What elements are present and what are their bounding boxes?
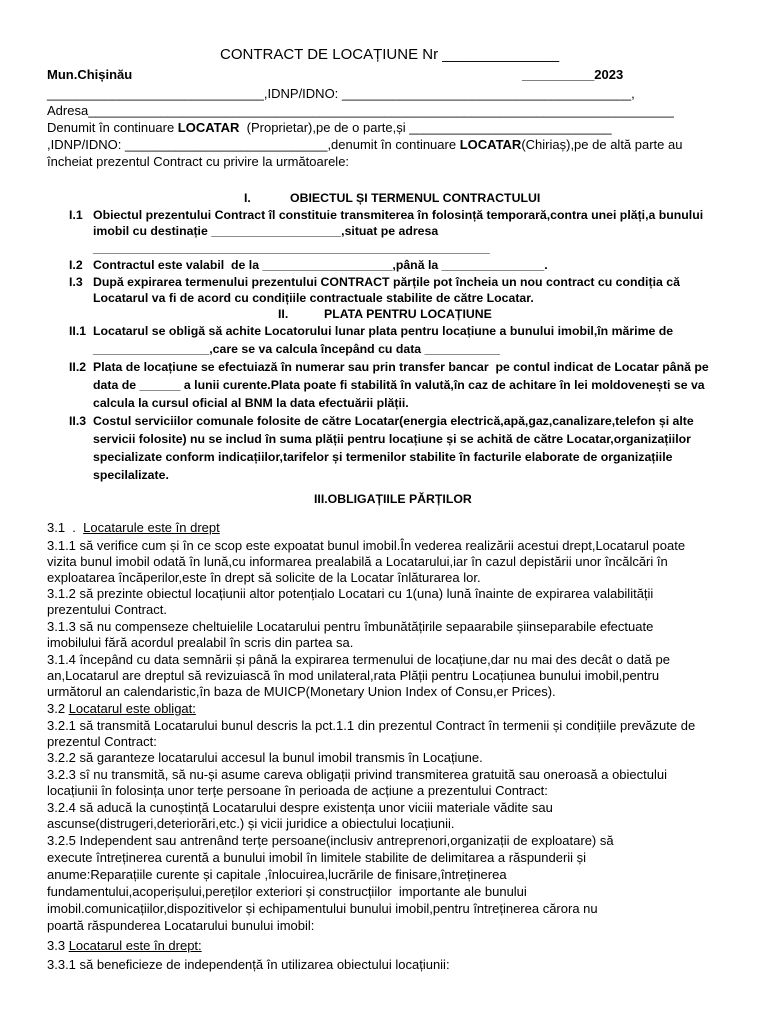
clause-text: calcula la cursul oficial al BNM la data efectuării plății. — [93, 396, 409, 410]
clause-text: După expirarea termenului prezentului CONTRACT părțile pot încheia un nou contract cu condiția că — [93, 275, 680, 289]
clause-text: specilalizate. — [93, 468, 169, 482]
section-1-title: OBIECTUL ȘI TERMENUL CONTRACTULUI — [290, 191, 541, 205]
body-line: exploatarea încăperilor,este în drept să solicite de la Locatar înlăturarea lor. — [47, 570, 481, 585]
clause-num: II.3 — [69, 414, 87, 428]
body-line: prezentului Contract. — [47, 602, 167, 617]
address-line: Adresa_________________________________________________________________________________ — [47, 103, 674, 118]
city: Mun.Chișinău — [47, 67, 133, 82]
body-line: poartă răspunderea Locatarului bunului imobil: — [47, 918, 315, 933]
body-line: fundamentului,acoperișului,pereților exteriori și construcțiilor importante ale bunului — [47, 884, 527, 899]
clause-text: specializate conform indicațiilor,tarifelor și termenilor stabilite în facturile elaborate de organizațiile — [93, 450, 673, 464]
party-2-cont: (Chiriaș),pe de altă parte au — [521, 137, 683, 152]
body-line: imobil.comunicațiilor,dispozitivelor și echipamentului bunului imobil,pentru întreținerea cărora nu — [47, 901, 598, 916]
clause-text: Locatarul va fi de acord cu condițiile contractuale stabilite de către Locatar. — [93, 291, 534, 305]
body-line: 3.1.4 începând cu data semnării și până la expirarea termenului de locațiune,dar nu mai des decât o dată pe — [47, 652, 670, 667]
body-line: 3.1.2 să prezinte obiectul locațiunii altor potențialo Locatari cu 1(una) lună înainte de expirarea valabilității — [47, 586, 654, 601]
clause-text: Contractul este valabil de la ___________________,până la _______________. — [93, 258, 548, 272]
party-1-line: ______________________________,IDNP/IDNO: ________________________________________, — [47, 86, 635, 101]
party-2-role-line — [47, 137, 682, 153]
subsection-3-2 — [47, 701, 196, 717]
party-intro-cont: (Proprietar),pe de o parte,și ____________________________ — [239, 120, 612, 135]
clause-text: __________________________________________________________ — [93, 241, 490, 255]
party-1-role-line — [47, 120, 612, 136]
contract-title: CONTRACT DE LOCAȚIUNE Nr ______________ — [220, 46, 560, 63]
contract-date: __________2023 — [522, 67, 624, 82]
clause-text: imobil cu destinație ___________________,situat pe adresa — [93, 224, 439, 238]
clause-num: I.2 — [69, 258, 83, 272]
clause-text: Locatarul se obligă să achite Locatorului lunar plata pentru locațiune a bunului imobil,în mărime de — [93, 324, 674, 338]
clause-text: servicii folosite) nu se includ în suma plății pentru locațiune și se achită de către Locatar,organizațiilor — [93, 432, 691, 446]
section-1-number: I. — [244, 191, 251, 205]
clause-text: data de ______ a lunii curente.Plata poate fi stabilită în valută,în caz de achitare în lei moldovenești se va — [93, 378, 705, 392]
subsection-num: 3.1 . — [47, 520, 84, 535]
body-line: 3.2.1 să transmită Locatarului bunul descris la pct.1.1 din prezentul Contract în termenii și condițiile prevăzute de — [47, 718, 696, 733]
party-role-1: LOCATAR — [177, 120, 240, 135]
section-2-number: II. — [278, 307, 289, 321]
clause-num: I.1 — [69, 208, 83, 222]
subsection-3-3 — [47, 938, 202, 954]
subsection-3-1 — [47, 520, 220, 536]
body-line: 3.2.2 să garanteze locatarului accesul la bunul imobil transmis în Locațiune. — [47, 750, 483, 765]
party-2-id: ,IDNP/IDNO: ____________________________,denumit în continuare — [47, 137, 460, 152]
body-line: locațiunii în folosința unor terțe persoane în perioada de acțiune a prezentului Contract: — [47, 783, 548, 798]
body-line: 3.2.3 sî nu transmită, să nu-și asume careva obligații privind transmiterea gratuită sau oneroasă a obiectului — [47, 767, 667, 782]
clause-text: Costul serviciilor comunale folosite de către Locatar(energia electrică,apă,gaz,canalizare,telefon și alte — [93, 414, 694, 428]
clause-num: I.3 — [69, 275, 83, 289]
subsection-title: Locatarul este în drept: — [68, 938, 202, 953]
body-line: vizita bunul imobil odată în lună,cu informarea prealabilă a Locatarului,iar în cazul depistării unor încălcări în — [47, 554, 668, 569]
subsection-title: Locatarule este în drept — [83, 520, 220, 535]
body-line: 3.2.4 să aducă la cunoștință Locatarului despre existența unor viciii materiale vădite sau — [47, 800, 553, 815]
party-intro: Denumit în continuare — [47, 120, 178, 135]
body-line: 3.3.1 să beneficieze de independență în utilizarea obiectului locațiunii: — [47, 957, 450, 972]
clause-text: Obiectul prezentului Contract îl constituie transmiterea în folosință temporară,contra unei plăți,a bunului — [93, 208, 704, 222]
body-line: prezentul Contract: — [47, 734, 157, 749]
body-line: imobilului fără acordul prealabil în scris din partea sa. — [47, 635, 354, 650]
body-line: 3.1.3 să nu compenseze cheltuielile Locatarului pentru îmbunătățirile sepaarabile șiinseparabile efectuate — [47, 619, 654, 634]
subsection-num: 3.3 — [47, 938, 69, 953]
section-2-title: PLATA PENTRU LOCAȚIUNE — [324, 307, 492, 321]
agreement-line: încheiat prezentul Contract cu privire la următoarele: — [47, 154, 350, 169]
body-line: anume:Reparațiile curente și capitale ,înlocuirea,lucrările de finisare,întreținerea — [47, 867, 507, 882]
subsection-title: Locatarul este obligat: — [68, 701, 196, 716]
body-line: execute întreținerea curentă a bunului imobil în limitele stabilite de delimitarea a răspunderii și — [47, 850, 587, 865]
section-3-title: III.OBLIGAȚIILE PĂRȚILOR — [314, 492, 472, 506]
body-line: următorul an calendaristic,în baza de MUICP(Monetary Union Index of Consu,er Prices). — [47, 684, 556, 699]
clause-num: II.1 — [69, 324, 87, 338]
clause-text: _________________,care se va calcula începând cu data ___________ — [93, 342, 500, 356]
body-line: 3.2.5 Independent sau antrenând terțe persoane(inclusiv antreprenori,organizații de exploatare) să — [47, 833, 614, 848]
clause-text: Plata de locațiune se efectuiază în numerar sau prin transfer bancar pe contul indicat de Locatar până pe — [93, 360, 709, 374]
body-line: ascunse(distrugeri,deteriorări,etc.) și vicii juridice a obiectului locațiunii. — [47, 816, 455, 831]
clause-num: II.2 — [69, 360, 87, 374]
body-line: 3.1.1 să verifice cum și în ce scop este expoatat bunul imobil.În vederea realizării acestui drept,Locatarul poate — [47, 538, 686, 553]
party-role-2: LOCATAR — [459, 137, 522, 152]
body-line: an,Locatarul are dreptul să revizuiască în mod unilateral,rata Plății pentru Locațiunea bunului imobil,pentru — [47, 668, 660, 683]
subsection-num: 3.2 — [47, 701, 69, 716]
